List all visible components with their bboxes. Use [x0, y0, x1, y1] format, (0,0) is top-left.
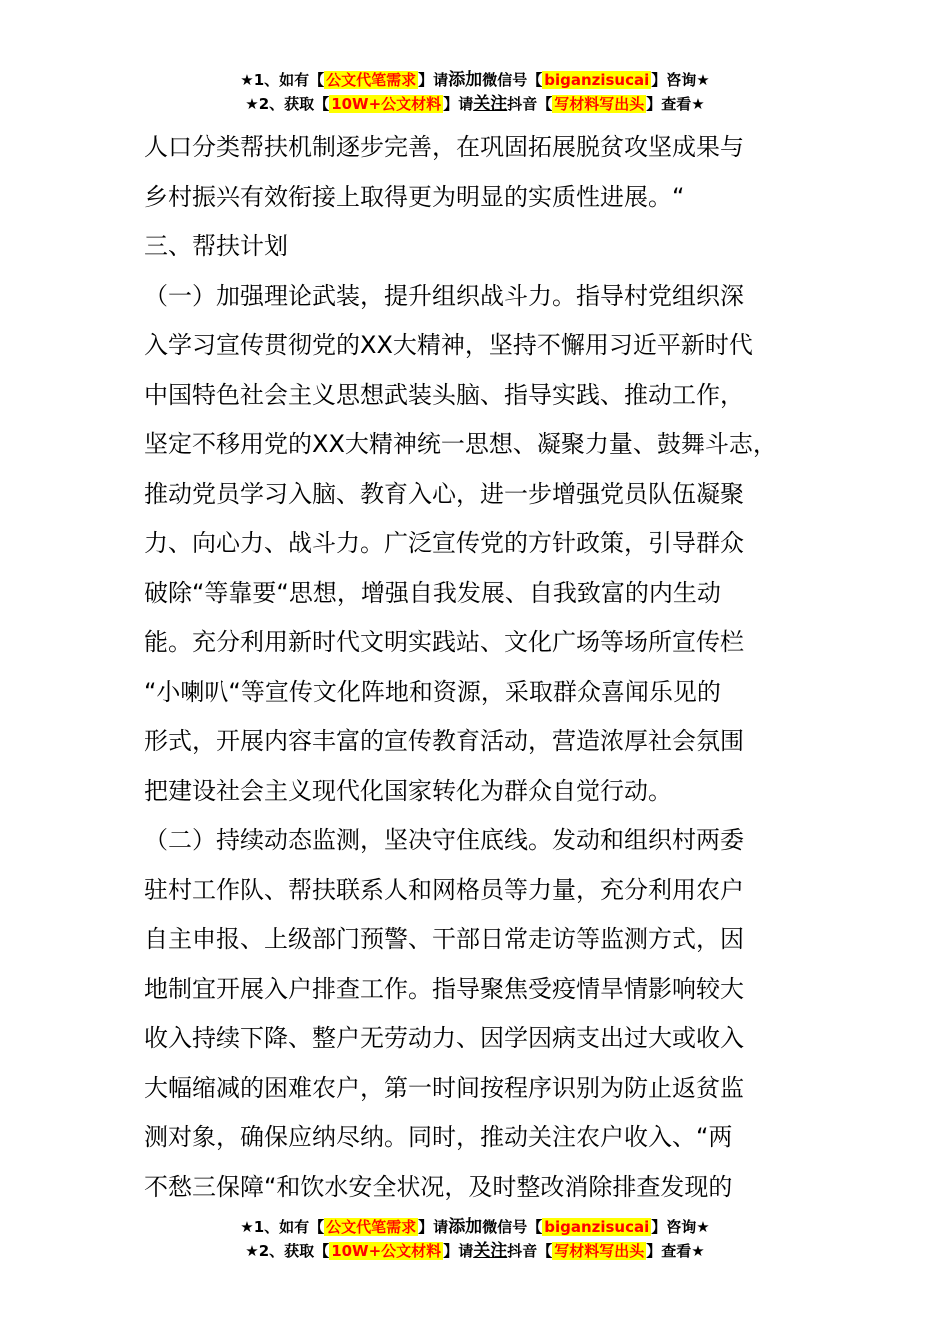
text-line: （一）加强理论武装，提升组织战斗力。指导村党组织深 — [144, 281, 744, 310]
text-line: 大幅缩减的困难农户，第一时间按程序识别为防止返贫监 — [144, 1073, 744, 1102]
document-body — [144, 123, 834, 1212]
banner-line-1 — [0, 1215, 950, 1239]
text-line: （二）持续动态监测，坚决守住底线。发动和组织村两委 — [144, 826, 744, 854]
banner-text: 】咨询★ — [651, 1218, 710, 1236]
banner-highlight-wechat-id: biganzisucai — [544, 1218, 650, 1236]
text-line: 坚定不移用党的XX大精神统一思想、凝聚力量、鼓舞斗志， — [144, 430, 777, 458]
banner-text: ★1、如有【 — [240, 71, 325, 89]
text-line: 自主申报、上级部门预警、干部日常走访等监测方式，因 — [144, 925, 744, 953]
banner-highlight-wechat-id: biganzisucai — [544, 71, 650, 89]
banner-text: 】请 — [418, 1218, 449, 1236]
banner-emphasis: 关注 — [473, 94, 508, 114]
text-line: 入学习宣传贯彻党的XX大精神，坚持不懈用习近平新时代 — [144, 331, 753, 359]
banner-line-2 — [0, 92, 950, 116]
text-line: 破除“等靠要“思想，增强自我发展、自我致富的内生动 — [144, 578, 721, 607]
text-line: 地制宜开展入户排查工作。指导聚焦受疫情旱情影响较大 — [144, 974, 744, 1003]
text-line: 收入持续下降、整户无劳动力、因学因病支出过大或收入 — [144, 1024, 744, 1052]
text-line: 力、向心力、战斗力。广泛宣传党的方针政策，引导群众 — [144, 529, 744, 557]
banner-text: 微信号【 — [482, 71, 543, 89]
banner-highlight-douyin: 写材料写出头 — [554, 95, 645, 113]
text-line: 形式，开展内容丰富的宣传教育活动，营造浓厚社会氛围 — [144, 727, 744, 755]
banner-text: ★1、如有【 — [240, 1218, 325, 1236]
text-line: 推动党员学习入脑、教育入心，进一步增强党员队伍凝聚 — [144, 479, 744, 508]
text-line: 能。充分利用新时代文明实践站、文化广场等场所宣传栏 — [144, 628, 744, 656]
banner-text: 】请 — [418, 71, 449, 89]
banner-emphasis: 添加 — [448, 1217, 483, 1237]
footer-banner — [0, 1215, 950, 1263]
section-heading: 三、帮扶计划 — [144, 232, 288, 260]
banner-text: 抖音【 — [507, 1242, 553, 1260]
banner-highlight-materials: 10W+公文材料 — [331, 95, 442, 113]
text-line: 中国特色社会主义思想武装头脑、指导实践、推动工作， — [144, 380, 744, 409]
banner-emphasis: 关注 — [473, 1241, 508, 1261]
banner-highlight-materials: 10W+公文材料 — [331, 1242, 442, 1260]
banner-text: 】查看★ — [646, 95, 705, 113]
text-line: 不愁三保障“和饮水安全状况，及时整改消除排查发现的 — [144, 1172, 733, 1201]
banner-line-2 — [0, 1239, 950, 1263]
banner-text: 】查看★ — [646, 1242, 705, 1260]
banner-text: ★2、获取【 — [245, 95, 330, 113]
text-line: 乡村振兴有效衔接上取得更为明显的实质性进展。“ — [144, 182, 685, 211]
banner-text: 抖音【 — [507, 95, 553, 113]
banner-text: 】请 — [443, 1242, 474, 1260]
text-line: “小喇叭“等宣传文化阵地和资源，采取群众喜闻乐见的 — [144, 677, 721, 706]
banner-text: ★2、获取【 — [245, 1242, 330, 1260]
text-line: 测对象，确保应纳尽纳。同时，推动关注农户收入、“两 — [144, 1123, 733, 1151]
text-line: 把建设社会主义现代化国家转化为群众自觉行动。 — [144, 776, 672, 805]
banner-highlight-service: 公文代笔需求 — [326, 1218, 417, 1236]
banner-highlight-service: 公文代笔需求 — [326, 71, 417, 89]
header-banner — [0, 68, 950, 116]
banner-emphasis: 添加 — [448, 70, 483, 90]
banner-text: 】请 — [443, 95, 474, 113]
text-line: 驻村工作队、帮扶联系人和网格员等力量，充分利用农户 — [144, 875, 744, 904]
banner-text: 微信号【 — [482, 1218, 543, 1236]
text-line: 人口分类帮扶机制逐步完善，在巩固拓展脱贫攻坚成果与 — [144, 133, 744, 161]
banner-line-1 — [0, 68, 950, 92]
banner-text: 】咨询★ — [651, 71, 710, 89]
banner-highlight-douyin: 写材料写出头 — [554, 1242, 645, 1260]
